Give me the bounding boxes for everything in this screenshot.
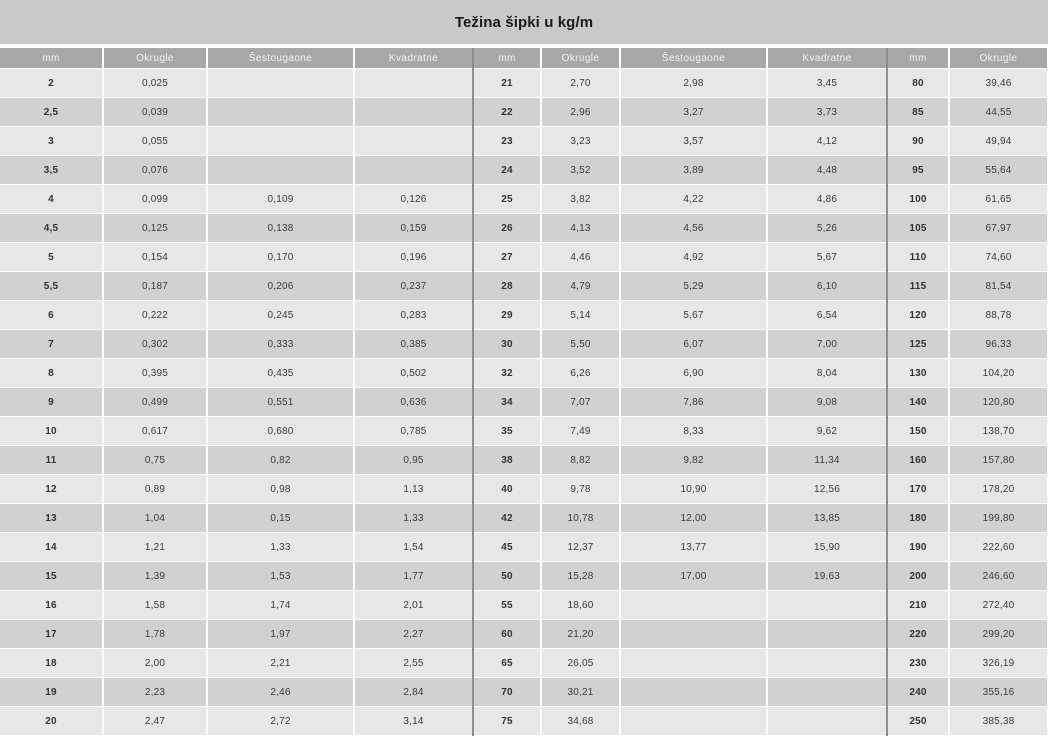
mm-cell: 150 — [887, 417, 949, 446]
kvadratne-cell: 12,56 — [767, 475, 887, 504]
title-bar — [0, 0, 1048, 46]
sestougaone-cell — [620, 707, 767, 736]
kvadratne-cell — [354, 127, 473, 156]
mm-cell: 2 — [0, 69, 103, 98]
mm-cell: 24 — [473, 156, 541, 185]
mm-cell: 125 — [887, 330, 949, 359]
okrugle-cell: 30,21 — [541, 678, 620, 707]
okrugle-cell: 0,154 — [103, 243, 207, 272]
okrugle-cell: 15,28 — [541, 562, 620, 591]
column-header-mm: mm — [0, 48, 103, 69]
okrugle-cell: 44,55 — [949, 98, 1048, 127]
kvadratne-cell: 2,01 — [354, 591, 473, 620]
okrugle-cell: 55,64 — [949, 156, 1048, 185]
kvadratne-cell: 8,04 — [767, 359, 887, 388]
kvadratne-cell — [767, 649, 887, 678]
okrugle-cell: 138,70 — [949, 417, 1048, 446]
column-header-okrugle: Okrugle — [949, 48, 1048, 69]
sestougaone-cell: 4,22 — [620, 185, 767, 214]
okrugle-cell: 3,52 — [541, 156, 620, 185]
table-row — [0, 446, 1048, 475]
okrugle-cell: 326,19 — [949, 649, 1048, 678]
sestougaone-cell: 2,72 — [207, 707, 354, 736]
table-row — [0, 272, 1048, 301]
okrugle-cell: 0,076 — [103, 156, 207, 185]
table-row — [0, 156, 1048, 185]
mm-cell: 160 — [887, 446, 949, 475]
kvadratne-cell: 11,34 — [767, 446, 887, 475]
sestougaone-cell: 0,138 — [207, 214, 354, 243]
table-row — [0, 417, 1048, 446]
okrugle-cell: 0,025 — [103, 69, 207, 98]
kvadratne-cell: 3,73 — [767, 98, 887, 127]
mm-cell: 60 — [473, 620, 541, 649]
kvadratne-cell: 0,159 — [354, 214, 473, 243]
okrugle-cell: 4,13 — [541, 214, 620, 243]
mm-cell: 8 — [0, 359, 103, 388]
column-header-okrugle: Okrugle — [103, 48, 207, 69]
table-row — [0, 98, 1048, 127]
mm-cell: 16 — [0, 591, 103, 620]
mm-cell: 45 — [473, 533, 541, 562]
mm-cell: 42 — [473, 504, 541, 533]
table-row — [0, 678, 1048, 707]
mm-cell: 110 — [887, 243, 949, 272]
okrugle-cell: 5,14 — [541, 301, 620, 330]
table-row — [0, 620, 1048, 649]
okrugle-cell: 9,78 — [541, 475, 620, 504]
okrugle-cell: 5,50 — [541, 330, 620, 359]
sestougaone-cell: 2,21 — [207, 649, 354, 678]
table-row — [0, 591, 1048, 620]
kvadratne-cell: 0,196 — [354, 243, 473, 272]
okrugle-cell: 88,78 — [949, 301, 1048, 330]
mm-cell: 35 — [473, 417, 541, 446]
sestougaone-cell: 1,33 — [207, 533, 354, 562]
kvadratne-cell: 19,63 — [767, 562, 887, 591]
mm-cell: 85 — [887, 98, 949, 127]
sestougaone-cell: 3,57 — [620, 127, 767, 156]
okrugle-cell: 2,00 — [103, 649, 207, 678]
column-header-kvadratne: Kvadratne — [354, 48, 473, 69]
okrugle-cell: 104,20 — [949, 359, 1048, 388]
sestougaone-cell: 0,245 — [207, 301, 354, 330]
okrugle-cell: 2,23 — [103, 678, 207, 707]
kvadratne-cell — [767, 620, 887, 649]
sestougaone-cell — [207, 98, 354, 127]
okrugle-cell: 120,80 — [949, 388, 1048, 417]
okrugle-cell: 1,04 — [103, 504, 207, 533]
table-row — [0, 504, 1048, 533]
sestougaone-cell: 4,56 — [620, 214, 767, 243]
mm-cell: 95 — [887, 156, 949, 185]
okrugle-cell: 4,46 — [541, 243, 620, 272]
okrugle-cell: 199,80 — [949, 504, 1048, 533]
kvadratne-cell: 0,237 — [354, 272, 473, 301]
kvadratne-cell: 3,45 — [767, 69, 887, 98]
okrugle-cell: 1,21 — [103, 533, 207, 562]
mm-cell: 21 — [473, 69, 541, 98]
kvadratne-cell: 1,77 — [354, 562, 473, 591]
mm-cell: 27 — [473, 243, 541, 272]
kvadratne-cell: 3,14 — [354, 707, 473, 736]
kvadratne-cell: 0,785 — [354, 417, 473, 446]
sestougaone-cell: 1,74 — [207, 591, 354, 620]
okrugle-cell: 355,16 — [949, 678, 1048, 707]
sestougaone-cell: 2,98 — [620, 69, 767, 98]
okrugle-cell: 299,20 — [949, 620, 1048, 649]
mm-cell: 90 — [887, 127, 949, 156]
mm-cell: 130 — [887, 359, 949, 388]
mm-cell: 50 — [473, 562, 541, 591]
okrugle-cell: 0,222 — [103, 301, 207, 330]
mm-cell: 32 — [473, 359, 541, 388]
sestougaone-cell: 8,33 — [620, 417, 767, 446]
sestougaone-cell: 0,170 — [207, 243, 354, 272]
sestougaone-cell: 7,86 — [620, 388, 767, 417]
column-header-sestougaone: Šestougaone — [620, 48, 767, 69]
mm-cell: 25 — [473, 185, 541, 214]
okrugle-cell: 96,33 — [949, 330, 1048, 359]
sestougaone-cell: 0,98 — [207, 475, 354, 504]
sestougaone-cell: 6,90 — [620, 359, 767, 388]
okrugle-cell: 81,54 — [949, 272, 1048, 301]
okrugle-cell: 0,039 — [103, 98, 207, 127]
okrugle-cell: 272,40 — [949, 591, 1048, 620]
sestougaone-cell — [207, 127, 354, 156]
sestougaone-cell: 3,89 — [620, 156, 767, 185]
mm-cell: 6 — [0, 301, 103, 330]
okrugle-cell: 39,46 — [949, 69, 1048, 98]
kvadratne-cell — [354, 69, 473, 98]
mm-cell: 55 — [473, 591, 541, 620]
mm-cell: 19 — [0, 678, 103, 707]
okrugle-cell: 2,96 — [541, 98, 620, 127]
sestougaone-cell: 5,67 — [620, 301, 767, 330]
mm-cell: 10 — [0, 417, 103, 446]
okrugle-cell: 8,82 — [541, 446, 620, 475]
kvadratne-cell: 2,84 — [354, 678, 473, 707]
okrugle-cell: 246,60 — [949, 562, 1048, 591]
okrugle-cell: 1,58 — [103, 591, 207, 620]
mm-cell: 250 — [887, 707, 949, 736]
kvadratne-cell: 0,95 — [354, 446, 473, 475]
mm-cell: 70 — [473, 678, 541, 707]
mm-cell: 18 — [0, 649, 103, 678]
kvadratne-cell: 0,283 — [354, 301, 473, 330]
okrugle-cell: 7,49 — [541, 417, 620, 446]
column-header-okrugle: Okrugle — [541, 48, 620, 69]
mm-cell: 15 — [0, 562, 103, 591]
column-header-mm: mm — [473, 48, 541, 69]
table-row — [0, 185, 1048, 214]
okrugle-cell: 74,60 — [949, 243, 1048, 272]
sestougaone-cell: 0,435 — [207, 359, 354, 388]
table-row — [0, 243, 1048, 272]
mm-cell: 29 — [473, 301, 541, 330]
kvadratne-cell: 5,67 — [767, 243, 887, 272]
okrugle-cell: 21,20 — [541, 620, 620, 649]
okrugle-cell: 34,68 — [541, 707, 620, 736]
kvadratne-cell: 4,12 — [767, 127, 887, 156]
okrugle-cell: 61,65 — [949, 185, 1048, 214]
table-row — [0, 301, 1048, 330]
kvadratne-cell: 6,54 — [767, 301, 887, 330]
sestougaone-cell — [620, 591, 767, 620]
okrugle-cell: 0,75 — [103, 446, 207, 475]
sestougaone-cell: 5,29 — [620, 272, 767, 301]
okrugle-cell: 1,39 — [103, 562, 207, 591]
mm-cell: 13 — [0, 504, 103, 533]
okrugle-cell: 2,70 — [541, 69, 620, 98]
okrugle-cell: 0,499 — [103, 388, 207, 417]
mm-cell: 34 — [473, 388, 541, 417]
okrugle-cell: 0,099 — [103, 185, 207, 214]
okrugle-cell: 18,60 — [541, 591, 620, 620]
mm-cell: 3 — [0, 127, 103, 156]
kvadratne-cell: 7,00 — [767, 330, 887, 359]
sestougaone-cell: 1,97 — [207, 620, 354, 649]
kvadratne-cell: 0,126 — [354, 185, 473, 214]
kvadratne-cell: 15,90 — [767, 533, 887, 562]
mm-cell: 105 — [887, 214, 949, 243]
sestougaone-cell: 9,82 — [620, 446, 767, 475]
kvadratne-cell — [767, 591, 887, 620]
okrugle-cell: 10,78 — [541, 504, 620, 533]
mm-cell: 230 — [887, 649, 949, 678]
kvadratne-cell: 0,502 — [354, 359, 473, 388]
mm-cell: 220 — [887, 620, 949, 649]
mm-cell: 28 — [473, 272, 541, 301]
kvadratne-cell: 9,08 — [767, 388, 887, 417]
sestougaone-cell: 2,46 — [207, 678, 354, 707]
mm-cell: 38 — [473, 446, 541, 475]
table-row — [0, 69, 1048, 98]
okrugle-cell: 385,38 — [949, 707, 1048, 736]
mm-cell: 11 — [0, 446, 103, 475]
mm-cell: 115 — [887, 272, 949, 301]
okrugle-cell: 157,80 — [949, 446, 1048, 475]
table-row — [0, 707, 1048, 736]
sestougaone-cell — [207, 69, 354, 98]
sestougaone-cell — [620, 649, 767, 678]
sestougaone-cell: 0,333 — [207, 330, 354, 359]
okrugle-cell: 67,97 — [949, 214, 1048, 243]
kvadratne-cell: 0,636 — [354, 388, 473, 417]
mm-cell: 7 — [0, 330, 103, 359]
kvadratne-cell — [354, 156, 473, 185]
mm-cell: 180 — [887, 504, 949, 533]
mm-cell: 80 — [887, 69, 949, 98]
column-header-sestougaone: Šestougaone — [207, 48, 354, 69]
okrugle-cell: 0,89 — [103, 475, 207, 504]
kvadratne-cell: 1,13 — [354, 475, 473, 504]
kvadratne-cell — [767, 707, 887, 736]
okrugle-cell: 0,395 — [103, 359, 207, 388]
okrugle-cell: 0,617 — [103, 417, 207, 446]
mm-cell: 65 — [473, 649, 541, 678]
okrugle-cell: 0,125 — [103, 214, 207, 243]
kvadratne-cell: 9,62 — [767, 417, 887, 446]
mm-cell: 23 — [473, 127, 541, 156]
table-row — [0, 359, 1048, 388]
okrugle-cell: 6,26 — [541, 359, 620, 388]
sestougaone-cell: 17,00 — [620, 562, 767, 591]
sestougaone-cell: 3,27 — [620, 98, 767, 127]
okrugle-cell: 3,82 — [541, 185, 620, 214]
mm-cell: 100 — [887, 185, 949, 214]
sestougaone-cell — [207, 156, 354, 185]
mm-cell: 75 — [473, 707, 541, 736]
table-body — [0, 69, 1048, 736]
mm-cell: 190 — [887, 533, 949, 562]
mm-cell: 5,5 — [0, 272, 103, 301]
okrugle-cell: 178,20 — [949, 475, 1048, 504]
table-row — [0, 533, 1048, 562]
kvadratne-cell: 5,26 — [767, 214, 887, 243]
kvadratne-cell: 4,48 — [767, 156, 887, 185]
weight-table — [0, 48, 1048, 736]
mm-cell: 20 — [0, 707, 103, 736]
kvadratne-cell: 1,54 — [354, 533, 473, 562]
kvadratne-cell: 2,27 — [354, 620, 473, 649]
mm-cell: 26 — [473, 214, 541, 243]
mm-cell: 30 — [473, 330, 541, 359]
sestougaone-cell — [620, 678, 767, 707]
table-row — [0, 330, 1048, 359]
sestougaone-cell: 0,109 — [207, 185, 354, 214]
mm-cell: 140 — [887, 388, 949, 417]
okrugle-cell: 2,47 — [103, 707, 207, 736]
kvadratne-cell — [767, 678, 887, 707]
table-row — [0, 562, 1048, 591]
sestougaone-cell: 0,206 — [207, 272, 354, 301]
table-row — [0, 214, 1048, 243]
sestougaone-cell: 1,53 — [207, 562, 354, 591]
mm-cell: 22 — [473, 98, 541, 127]
mm-cell: 170 — [887, 475, 949, 504]
kvadratne-cell: 1,33 — [354, 504, 473, 533]
mm-cell: 17 — [0, 620, 103, 649]
mm-cell: 9 — [0, 388, 103, 417]
okrugle-cell: 49,94 — [949, 127, 1048, 156]
mm-cell: 40 — [473, 475, 541, 504]
table-row — [0, 649, 1048, 678]
mm-cell: 14 — [0, 533, 103, 562]
mm-cell: 5 — [0, 243, 103, 272]
mm-cell: 120 — [887, 301, 949, 330]
sestougaone-cell — [620, 620, 767, 649]
mm-cell: 4 — [0, 185, 103, 214]
mm-cell: 240 — [887, 678, 949, 707]
okrugle-cell: 0,187 — [103, 272, 207, 301]
header-row — [0, 48, 1048, 69]
mm-cell: 3,5 — [0, 156, 103, 185]
sestougaone-cell: 0,82 — [207, 446, 354, 475]
sestougaone-cell: 0,551 — [207, 388, 354, 417]
kvadratne-cell: 4,86 — [767, 185, 887, 214]
sestougaone-cell: 4,92 — [620, 243, 767, 272]
sestougaone-cell: 12,00 — [620, 504, 767, 533]
okrugle-cell: 3,23 — [541, 127, 620, 156]
table-row — [0, 475, 1048, 504]
table-row — [0, 388, 1048, 417]
kvadratne-cell: 6,10 — [767, 272, 887, 301]
kvadratne-cell — [354, 98, 473, 127]
okrugle-cell: 1,78 — [103, 620, 207, 649]
okrugle-cell: 7,07 — [541, 388, 620, 417]
sestougaone-cell: 0,680 — [207, 417, 354, 446]
column-header-kvadratne: Kvadratne — [767, 48, 887, 69]
kvadratne-cell: 0,385 — [354, 330, 473, 359]
column-header-mm: mm — [887, 48, 949, 69]
sestougaone-cell: 6,07 — [620, 330, 767, 359]
mm-cell: 4,5 — [0, 214, 103, 243]
mm-cell: 2,5 — [0, 98, 103, 127]
sestougaone-cell: 0,15 — [207, 504, 354, 533]
okrugle-cell: 0,302 — [103, 330, 207, 359]
okrugle-cell: 4,79 — [541, 272, 620, 301]
page-title: Težina šipki u kg/m — [454, 13, 594, 31]
sestougaone-cell: 10,90 — [620, 475, 767, 504]
okrugle-cell: 12,37 — [541, 533, 620, 562]
mm-cell: 210 — [887, 591, 949, 620]
table-row — [0, 127, 1048, 156]
okrugle-cell: 222,60 — [949, 533, 1048, 562]
sestougaone-cell: 13,77 — [620, 533, 767, 562]
okrugle-cell: 0,055 — [103, 127, 207, 156]
okrugle-cell: 26,05 — [541, 649, 620, 678]
mm-cell: 12 — [0, 475, 103, 504]
kvadratne-cell: 2,55 — [354, 649, 473, 678]
mm-cell: 200 — [887, 562, 949, 591]
kvadratne-cell: 13,85 — [767, 504, 887, 533]
